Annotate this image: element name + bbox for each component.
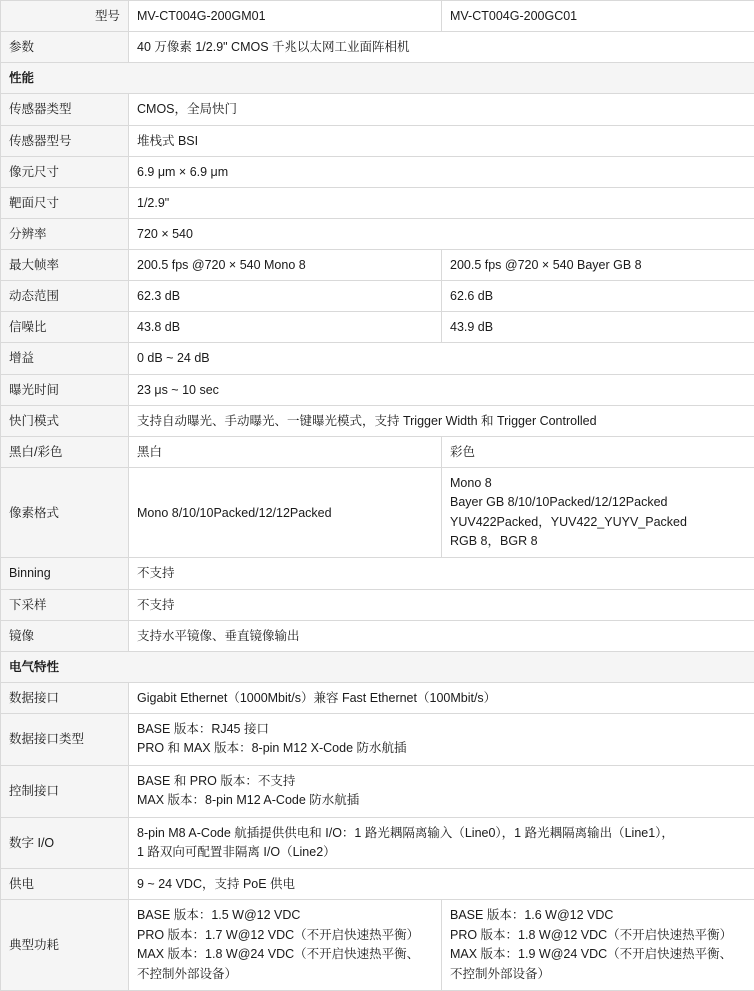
row-value-span: Gigabit Ethernet（1000Mbit/s）兼容 Fast Ethernet（100Mbit/s） (129, 682, 754, 713)
row-value-mono: 200.5 fps @720 × 540 Mono 8 (129, 250, 442, 281)
row-value-span: 720 × 540 (129, 218, 754, 249)
row-value-line: PRO 版本：1.8 W@12 VDC（不开启快速热平衡） (450, 926, 746, 945)
table-row (1, 869, 754, 900)
row-label: 最大帧率 (1, 250, 129, 281)
table-row (1, 343, 754, 374)
row-label: 典型功耗 (1, 900, 129, 991)
table-row (1, 312, 754, 343)
row-label: 动态范围 (1, 281, 129, 312)
row-label: 像素格式 (1, 467, 129, 558)
row-value-line: 8-pin M8 A-Code 航插提供供电和 I/O：1 路光耦隔离输入（Line0），1 路光耦隔离输出（Line1）， (137, 824, 746, 843)
row-label: Binning (1, 558, 129, 589)
table-row (1, 714, 754, 766)
row-value-line: MAX 版本：1.9 W@24 VDC（不开启快速热平衡、 (450, 945, 746, 964)
row-value-line: RGB 8，BGR 8 (450, 532, 746, 551)
specification-table-body (1, 1, 754, 991)
row-value-line: MAX 版本：1.8 W@24 VDC（不开启快速热平衡、 (137, 945, 433, 964)
table-row (1, 765, 754, 817)
row-value-span: CMOS，全局快门 (129, 94, 754, 125)
table-row (1, 817, 754, 869)
row-label: 控制接口 (1, 765, 129, 817)
row-value-span: 不支持 (129, 589, 754, 620)
row-value-line: PRO 和 MAX 版本：8-pin M12 X-Code 防水航插 (137, 739, 746, 758)
table-row (1, 250, 754, 281)
row-label: 曝光时间 (1, 374, 129, 405)
table-row (1, 467, 754, 558)
table-row (1, 374, 754, 405)
row-value-color (442, 467, 754, 558)
row-value-span: 0 dB ~ 24 dB (129, 343, 754, 374)
row-value-span (129, 817, 754, 869)
row-label: 数字 I/O (1, 817, 129, 869)
row-value-span: 9 ~ 24 VDC，支持 PoE 供电 (129, 869, 754, 900)
row-label: 快门模式 (1, 405, 129, 436)
row-value-line: MAX 版本：8-pin M12 A-Code 防水航插 (137, 791, 746, 810)
row-label: 数据接口类型 (1, 714, 129, 766)
row-label: 下采样 (1, 589, 129, 620)
row-value-span: 1/2.9" (129, 187, 754, 218)
row-label-model: 型号 (1, 1, 129, 32)
row-value-line: BASE 版本：RJ45 接口 (137, 720, 746, 739)
row-value-mono: 黑白 (129, 436, 442, 467)
row-label: 数据接口 (1, 682, 129, 713)
row-label: 信噪比 (1, 312, 129, 343)
table-row-model (1, 1, 754, 32)
row-label: 黑白/彩色 (1, 436, 129, 467)
table-row (1, 281, 754, 312)
row-value-line: Mono 8 (450, 474, 746, 493)
row-label: 镜像 (1, 620, 129, 651)
table-row (1, 187, 754, 218)
row-value-span: 支持水平镜像、垂直镜像输出 (129, 620, 754, 651)
table-row (1, 900, 754, 991)
row-value-color: 彩色 (442, 436, 754, 467)
row-value-color (442, 900, 754, 991)
table-row (1, 218, 754, 249)
row-value-span (129, 714, 754, 766)
row-value-line: BASE 版本：1.6 W@12 VDC (450, 906, 746, 925)
table-row (1, 405, 754, 436)
row-label: 分辨率 (1, 218, 129, 249)
row-label-param: 参数 (1, 32, 129, 63)
row-value-span: 不支持 (129, 558, 754, 589)
param-value: 40 万像素 1/2.9" CMOS 千兆以太网工业面阵相机 (129, 32, 754, 63)
table-row (1, 558, 754, 589)
table-row (1, 436, 754, 467)
row-value-line: BASE 和 PRO 版本：不支持 (137, 772, 746, 791)
row-value-line: YUV422Packed，YUV422_YUYV_Packed (450, 513, 746, 532)
table-row (1, 125, 754, 156)
section-title: 性能 (1, 63, 754, 94)
table-row (1, 682, 754, 713)
table-row (1, 94, 754, 125)
row-value-span: 6.9 μm × 6.9 μm (129, 156, 754, 187)
row-value-mono: Mono 8/10/10Packed/12/12Packed (129, 467, 442, 558)
row-value-line: PRO 版本：1.7 W@12 VDC（不开启快速热平衡） (137, 926, 433, 945)
row-value-span: 23 μs ~ 10 sec (129, 374, 754, 405)
table-row (1, 589, 754, 620)
row-label: 供电 (1, 869, 129, 900)
row-value-mono (129, 900, 442, 991)
section-title: 电气特性 (1, 651, 754, 682)
row-label: 增益 (1, 343, 129, 374)
row-value-line: 1 路双向可配置非隔离 I/O（Line2） (137, 843, 746, 862)
row-value-color: 200.5 fps @720 × 540 Bayer GB 8 (442, 250, 754, 281)
row-value-line: 不控制外部设备） (450, 965, 746, 984)
row-value-color: 62.6 dB (442, 281, 754, 312)
model-value-color: MV-CT004G-200GC01 (442, 1, 754, 32)
row-label: 传感器类型 (1, 94, 129, 125)
table-row (1, 156, 754, 187)
table-row-param (1, 32, 754, 63)
row-value-color: 43.9 dB (442, 312, 754, 343)
row-value-mono: 62.3 dB (129, 281, 442, 312)
row-label: 像元尺寸 (1, 156, 129, 187)
row-value-line: BASE 版本：1.5 W@12 VDC (137, 906, 433, 925)
row-label: 传感器型号 (1, 125, 129, 156)
table-row (1, 620, 754, 651)
row-value-mono: 43.8 dB (129, 312, 442, 343)
row-value-span: 支持自动曝光、手动曝光、一键曝光模式，支持 Trigger Width 和 Trigger Controlled (129, 405, 754, 436)
row-value-line: Bayer GB 8/10/10Packed/12/12Packed (450, 493, 746, 512)
row-label: 靶面尺寸 (1, 187, 129, 218)
row-value-span (129, 765, 754, 817)
row-value-span: 堆栈式 BSI (129, 125, 754, 156)
table-section-row (1, 651, 754, 682)
row-value-line: 不控制外部设备） (137, 965, 433, 984)
table-section-row (1, 63, 754, 94)
model-value-mono: MV-CT004G-200GM01 (129, 1, 442, 32)
